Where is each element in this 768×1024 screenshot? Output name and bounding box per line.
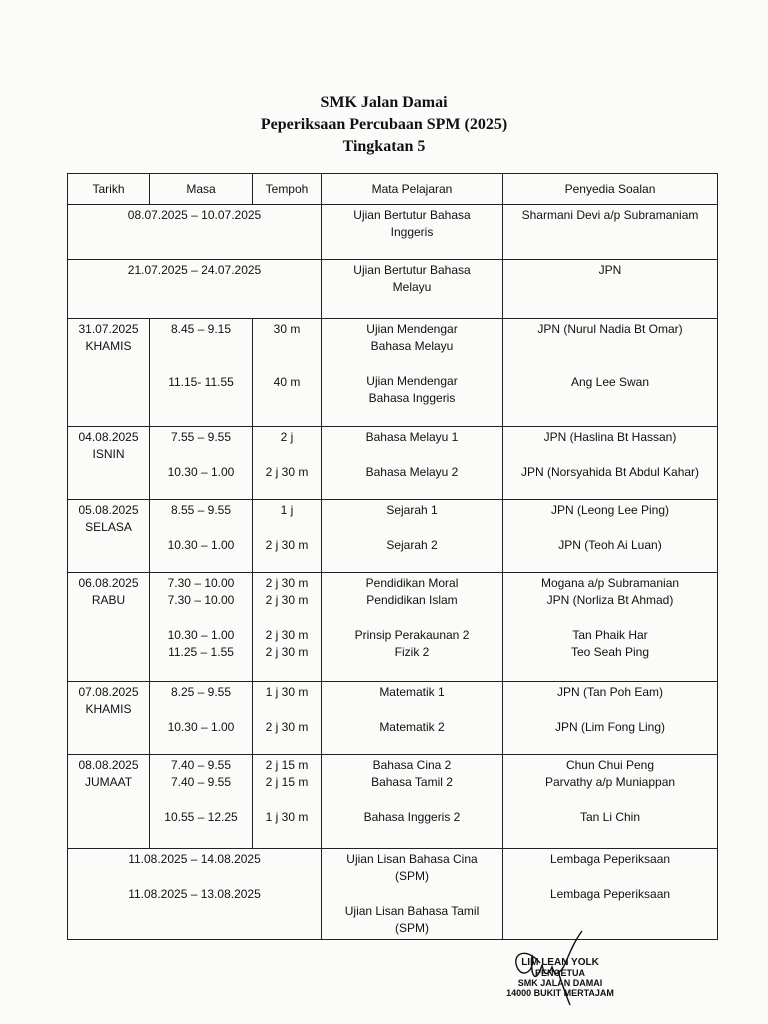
date-label: 05.08.2025 bbox=[78, 503, 139, 517]
setter-name: Mogana a/p Subramanian bbox=[540, 576, 680, 590]
time-slot: 10.30 – 1.00 bbox=[167, 538, 235, 552]
spacer bbox=[68, 868, 321, 886]
duration: 2 j 30 m bbox=[265, 720, 309, 734]
date-cell bbox=[68, 500, 150, 573]
setter-name: Lembaga Peperiksaan bbox=[549, 887, 671, 901]
time-slot: 11.15- 11.55 bbox=[168, 375, 234, 389]
spacer bbox=[322, 609, 502, 627]
time-cell bbox=[150, 573, 253, 682]
date-label: 04.08.2025 bbox=[78, 430, 139, 444]
time-slot: 8.45 – 9.15 bbox=[170, 322, 232, 336]
setter-cell bbox=[503, 319, 718, 427]
subject-name: Ujian Lisan Bahasa Tamil bbox=[344, 904, 480, 918]
setter-name: JPN (Norliza Bt Ahmad) bbox=[546, 593, 674, 607]
setter-cell bbox=[503, 500, 718, 573]
spacer bbox=[150, 519, 252, 537]
setter-name: JPN (Haslina Bt Hassan) bbox=[543, 430, 677, 444]
date-range-cell bbox=[68, 260, 322, 319]
subject-cell bbox=[322, 682, 503, 755]
setter-name: Tan Phaik Har bbox=[572, 628, 648, 642]
spacer bbox=[150, 701, 252, 719]
duration: 2 j 30 m bbox=[265, 465, 309, 479]
setter-name: JPN bbox=[598, 263, 622, 277]
date-range-cell bbox=[68, 205, 322, 260]
table-row bbox=[68, 573, 718, 682]
subject-name: Prinsip Perakaunan 2 bbox=[354, 628, 470, 642]
spacer bbox=[503, 701, 717, 719]
day-label: KHAMIS bbox=[85, 339, 132, 353]
date-cell bbox=[68, 755, 150, 849]
setter-cell bbox=[503, 427, 718, 500]
spacer bbox=[150, 356, 252, 374]
day-label: JUMAAT bbox=[84, 775, 133, 789]
subject-cell bbox=[322, 573, 503, 682]
school-name: SMK Jalan Damai bbox=[320, 94, 448, 111]
subject-name: Pendidikan Moral bbox=[365, 576, 459, 590]
spacer bbox=[503, 356, 717, 374]
time-cell bbox=[150, 755, 253, 849]
spacer bbox=[253, 519, 321, 537]
setter-name: Sharmani Devi a/p Subramaniam bbox=[521, 208, 699, 222]
table-row bbox=[68, 205, 718, 260]
spacer bbox=[150, 446, 252, 464]
spacer bbox=[150, 609, 252, 627]
duration: 2 j bbox=[280, 430, 294, 444]
time-cell bbox=[150, 500, 253, 573]
date-label: 08.08.2025 bbox=[78, 758, 139, 772]
spacer bbox=[322, 519, 502, 537]
subject-cell bbox=[322, 260, 503, 319]
subject-name: Ujian Bertutur Bahasa bbox=[353, 208, 471, 222]
duration: 2 j 15 m bbox=[265, 758, 309, 772]
duration-cell bbox=[253, 755, 322, 849]
subject-name: Ujian Lisan Bahasa Cina bbox=[346, 852, 478, 866]
subject-name: Pendidikan Islam bbox=[366, 593, 458, 607]
subject-name: Inggeris bbox=[390, 225, 434, 239]
spacer bbox=[253, 609, 321, 627]
setter-name: JPN (Nurul Nadia Bt Omar) bbox=[537, 322, 683, 336]
subject-name: Sejarah 2 bbox=[386, 538, 438, 552]
subject-name: Matematik 1 bbox=[379, 685, 445, 699]
setter-cell bbox=[503, 205, 718, 260]
spacer bbox=[253, 338, 321, 356]
subject-name: Bahasa Melayu 2 bbox=[365, 465, 459, 479]
table-row bbox=[68, 682, 718, 755]
table-row bbox=[68, 260, 718, 319]
subject-name: Ujian Mendengar bbox=[366, 374, 458, 388]
day-label: KHAMIS bbox=[85, 702, 132, 716]
subject-name: (SPM) bbox=[395, 921, 429, 935]
subject-cell bbox=[322, 427, 503, 500]
form-level: Tingkatan 5 bbox=[342, 138, 426, 155]
date-range: 21.07.2025 – 24.07.2025 bbox=[127, 263, 262, 277]
spacer bbox=[503, 868, 717, 886]
duration: 1 j 30 m bbox=[265, 685, 309, 699]
time-cell bbox=[150, 319, 253, 427]
spacer bbox=[503, 446, 717, 464]
col-header-subject: Mata Pelajaran bbox=[322, 174, 503, 205]
subject-cell bbox=[322, 205, 503, 260]
setter-name: Ang Lee Swan bbox=[570, 375, 650, 389]
duration: 2 j 30 m bbox=[265, 645, 309, 659]
setter-name: Teo Seah Ping bbox=[570, 645, 650, 659]
spacer bbox=[253, 356, 321, 374]
date-range: 11.08.2025 – 13.08.2025 bbox=[128, 887, 261, 901]
subject-name: Bahasa Inggeris bbox=[368, 391, 456, 405]
time-slot: 10.30 – 1.00 bbox=[167, 465, 235, 479]
setter-name: JPN (Leong Lee Ping) bbox=[550, 503, 670, 517]
setter-name: JPN (Norsyahida Bt Abdul Kahar) bbox=[520, 465, 700, 479]
time-slot: 7.30 – 10.00 bbox=[167, 576, 235, 590]
spacer bbox=[322, 446, 502, 464]
subject-name: Ujian Bertutur Bahasa bbox=[353, 263, 471, 277]
col-header-time: Masa bbox=[150, 174, 253, 205]
setter-cell bbox=[503, 755, 718, 849]
time-slot: 8.55 – 9.55 bbox=[170, 503, 232, 517]
spacer bbox=[503, 791, 717, 809]
setter-name: JPN (Lim Fong Ling) bbox=[554, 720, 666, 734]
duration: 30 m bbox=[273, 322, 301, 336]
spacer bbox=[253, 446, 321, 464]
spacer bbox=[253, 791, 321, 809]
setter-cell bbox=[503, 260, 718, 319]
principal-name: LIM LEAN YOLK bbox=[521, 957, 599, 968]
setter-name: Chun Chui Peng bbox=[565, 758, 655, 772]
spacer bbox=[503, 609, 717, 627]
date-label: 07.08.2025 bbox=[78, 685, 139, 699]
setter-name: Lembaga Peperiksaan bbox=[549, 852, 671, 866]
col-header-date: Tarikh bbox=[68, 174, 150, 205]
setter-cell bbox=[503, 682, 718, 755]
subject-cell bbox=[322, 319, 503, 427]
duration: 2 j 30 m bbox=[265, 628, 309, 642]
setter-name: Parvathy a/p Muniappan bbox=[544, 775, 676, 789]
subject-name: Bahasa Melayu 1 bbox=[365, 430, 459, 444]
duration: 2 j 15 m bbox=[265, 775, 309, 789]
subject-cell bbox=[322, 500, 503, 573]
duration-cell bbox=[253, 682, 322, 755]
exam-schedule-table bbox=[67, 173, 718, 940]
duration: 1 j bbox=[280, 503, 294, 517]
table-row bbox=[68, 500, 718, 573]
time-slot: 7.40 – 9.55 bbox=[170, 775, 232, 789]
table-header-row bbox=[68, 174, 718, 205]
spacer bbox=[503, 519, 717, 537]
duration: 2 j 30 m bbox=[265, 576, 309, 590]
subject-cell bbox=[322, 755, 503, 849]
time-slot: 10.55 – 12.25 bbox=[164, 810, 238, 824]
duration-cell bbox=[253, 319, 322, 427]
time-slot: 7.40 – 9.55 bbox=[170, 758, 232, 772]
subject-name: Fizik 2 bbox=[394, 645, 430, 659]
time-slot: 10.30 – 1.00 bbox=[167, 720, 235, 734]
setter-cell bbox=[503, 573, 718, 682]
spacer bbox=[150, 338, 252, 356]
subject-name: Bahasa Melayu bbox=[370, 339, 454, 353]
day-label: RABU bbox=[91, 593, 126, 607]
spacer bbox=[322, 791, 502, 809]
duration-cell bbox=[253, 500, 322, 573]
time-slot: 10.30 – 1.00 bbox=[167, 628, 235, 642]
duration-cell bbox=[253, 427, 322, 500]
time-cell bbox=[150, 682, 253, 755]
subject-name: (SPM) bbox=[395, 869, 429, 883]
subject-name: Melayu bbox=[392, 280, 432, 294]
subject-name: Matematik 2 bbox=[379, 720, 445, 734]
date-range: 11.08.2025 – 14.08.2025 bbox=[128, 852, 261, 866]
spacer bbox=[150, 791, 252, 809]
stamp-address: 14000 BUKIT MERTAJAM bbox=[506, 988, 614, 998]
day-label: SELASA bbox=[85, 520, 132, 534]
date-label: 31.07.2025 bbox=[78, 322, 139, 336]
date-cell bbox=[68, 319, 150, 427]
spacer bbox=[322, 885, 502, 903]
date-cell bbox=[68, 573, 150, 682]
principal-stamp bbox=[480, 958, 640, 998]
table-row bbox=[68, 427, 718, 500]
setter-name: Tan Li Chin bbox=[579, 810, 641, 824]
subject-name: Sejarah 1 bbox=[386, 503, 438, 517]
time-slot: 7.30 – 10.00 bbox=[167, 593, 235, 607]
spacer bbox=[322, 355, 502, 373]
duration: 2 j 30 m bbox=[265, 538, 309, 552]
duration: 2 j 30 m bbox=[265, 593, 309, 607]
date-range: 08.07.2025 – 10.07.2025 bbox=[127, 208, 262, 222]
time-slot: 11.25 – 1.55 bbox=[168, 645, 234, 659]
time-cell bbox=[150, 427, 253, 500]
time-slot: 7.55 – 9.55 bbox=[170, 430, 232, 444]
subject-name: Bahasa Inggeris 2 bbox=[363, 810, 461, 824]
spacer bbox=[322, 701, 502, 719]
table-row bbox=[68, 319, 718, 427]
duration: 40 m bbox=[273, 375, 301, 389]
date-label: 06.08.2025 bbox=[78, 576, 139, 590]
time-slot: 8.25 – 9.55 bbox=[170, 685, 232, 699]
date-cell bbox=[68, 682, 150, 755]
spacer bbox=[503, 338, 717, 356]
setter-name: JPN (Teoh Ai Luan) bbox=[558, 538, 662, 552]
col-header-duration: Tempoh bbox=[253, 174, 322, 205]
setter-name: JPN (Tan Poh Eam) bbox=[556, 685, 664, 699]
principal-title: PENGETUA bbox=[534, 968, 585, 978]
subject-name: Ujian Mendengar bbox=[366, 322, 458, 336]
exam-title: Peperiksaan Percubaan SPM (2025) bbox=[260, 116, 508, 133]
subject-name: Bahasa Cina 2 bbox=[372, 758, 452, 772]
table-row bbox=[68, 755, 718, 849]
date-cell bbox=[68, 427, 150, 500]
duration: 1 j 30 m bbox=[265, 810, 309, 824]
subject-name: Bahasa Tamil 2 bbox=[371, 775, 453, 789]
col-header-setter: Penyedia Soalan bbox=[503, 174, 718, 205]
day-label: ISNIN bbox=[92, 447, 125, 461]
duration-cell bbox=[253, 573, 322, 682]
spacer bbox=[253, 701, 321, 719]
date-range-cell bbox=[68, 849, 322, 940]
stamp-school: SMK JALAN DAMAI bbox=[517, 978, 603, 988]
